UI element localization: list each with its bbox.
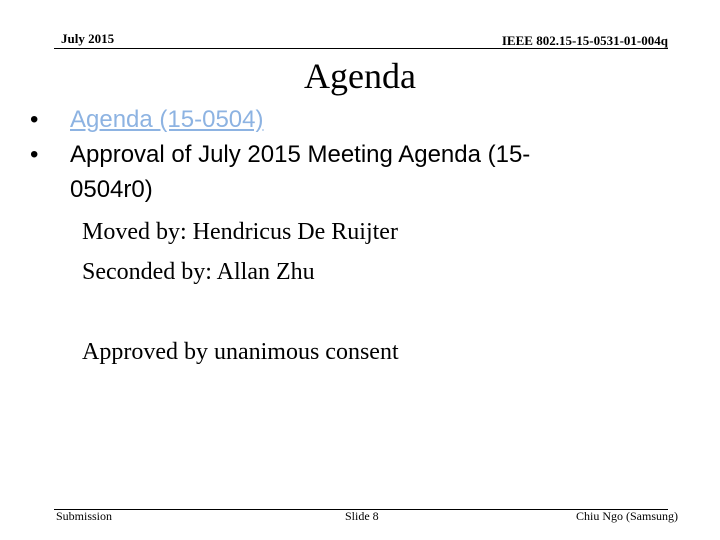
header-divider (54, 48, 668, 49)
approval-line-1: Approval of July 2015 Meeting Agenda (15- (70, 141, 531, 168)
approval-text (70, 137, 630, 207)
moved-by: Moved by: Hendricus De Ruijter (82, 219, 398, 245)
header-doc-id: IEEE 802.15-15-0531-01-004q (501, 33, 668, 48)
approval-line-2: 0504r0) (70, 176, 153, 203)
seconded-by: Seconded by: Allan Zhu (82, 259, 315, 285)
bullet-item-approval (0, 137, 720, 207)
slide-title: Agenda (304, 56, 416, 96)
approval-result: Approved by unanimous consent (82, 339, 399, 365)
bullet-item-agenda-link (0, 102, 720, 137)
header-date: July 2015 (61, 31, 115, 46)
agenda-link[interactable]: Agenda (15-0504) (70, 106, 264, 133)
footer-slide-number: Slide 8 (345, 509, 379, 523)
bullet-dot: • (30, 106, 39, 133)
footer-submission: Submission (56, 509, 113, 523)
bullet-dot: • (30, 141, 39, 168)
footer-author: Chiu Ngo (Samsung) (576, 509, 678, 523)
bullet-list (0, 102, 720, 207)
